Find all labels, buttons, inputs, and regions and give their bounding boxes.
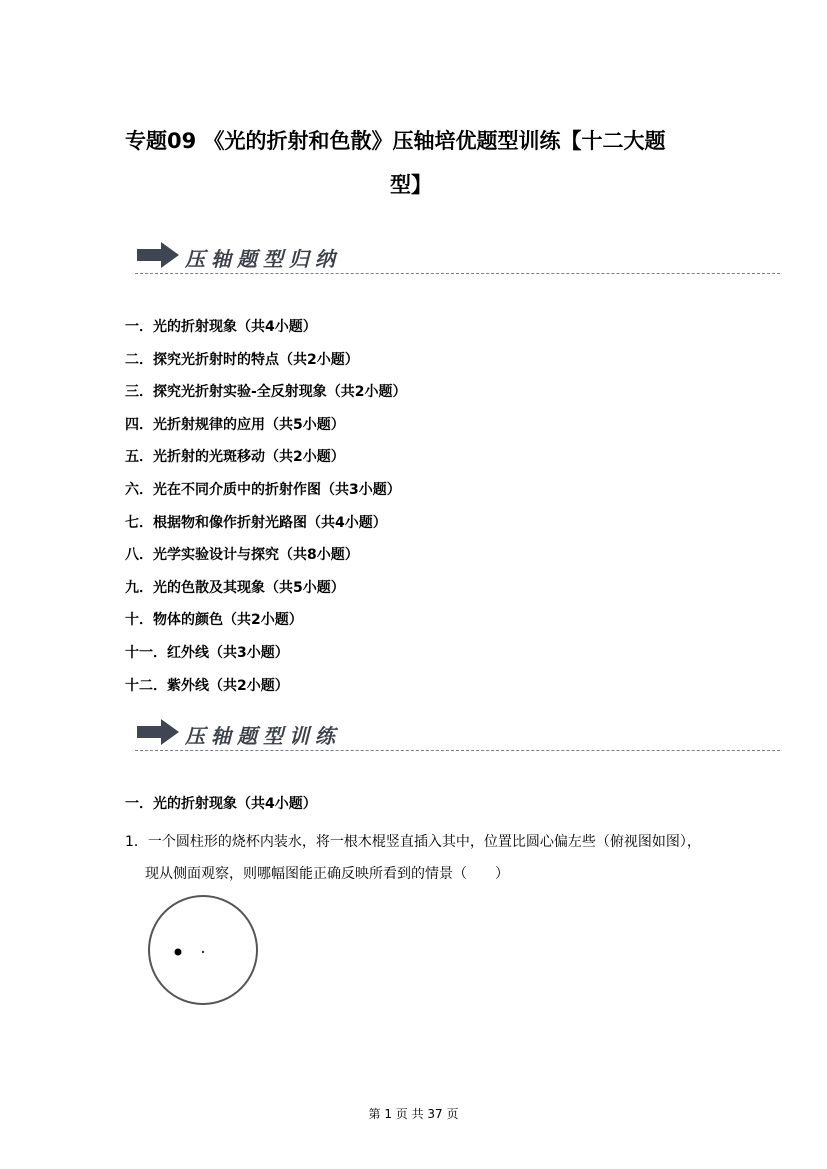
beaker-outline: [149, 896, 257, 1004]
toc-item: 三．探究光折射实验-全反射现象（共2小题）: [125, 384, 407, 401]
banner-training-label: 压轴题型训练: [185, 724, 341, 748]
banner-summary-label: 压轴题型归纳: [185, 247, 341, 271]
arrow-icon: [135, 717, 181, 747]
banner-divider: [135, 273, 780, 274]
stick-dot: [175, 949, 182, 956]
toc-item: 一．光的折射现象（共4小题）: [125, 319, 317, 335]
page-footer: 第 1 页 共 37 页: [368, 1107, 459, 1121]
toc-item: 五．光折射的光斑移动（共2小题）: [125, 449, 345, 466]
toc-list: [125, 316, 407, 707]
arrow-icon: [135, 240, 181, 270]
toc-item: 二．探究光折射时的特点（共2小题）: [125, 351, 359, 368]
banner-summary: [135, 240, 780, 276]
question-1-line-1: 1．一个圆柱形的烧杯内装水，将一根木棍竖直插入其中，位置比圆心偏左些（俯视图如图），: [125, 834, 701, 850]
toc-item: 四．光折射规律的应用（共5小题）: [125, 416, 345, 433]
center-dot: [202, 951, 204, 953]
toc-item: 八．光学实验设计与探究（共8小题）: [125, 547, 359, 564]
title-line-2: 型】: [390, 173, 432, 197]
banner-divider: [135, 750, 780, 751]
toc-item: 十一．红外线（共3小题）: [125, 644, 289, 661]
section-heading: 一．光的折射现象（共4小题）: [125, 796, 317, 812]
toc-item: 七．根据物和像作折射光路图（共4小题）: [125, 514, 387, 531]
title-line-1: 专题09 《光的折射和色散》压轴培优题型训练【十二大题: [125, 129, 666, 153]
banner-training: [135, 717, 780, 753]
toc-item: 十．物体的颜色（共2小题）: [125, 612, 303, 629]
toc-item: 十二．紫外线（共2小题）: [125, 677, 289, 694]
toc-item: 九．光的色散及其现象（共5小题）: [125, 579, 345, 596]
question-1: [125, 826, 725, 890]
beaker-top-view-figure: [147, 894, 259, 1006]
toc-item: 六．光在不同介质中的折射作图（共3小题）: [125, 481, 401, 498]
question-1-line-2: 现从侧面观察，则哪幅图能正确反映所看到的情景（ ）: [145, 866, 509, 882]
